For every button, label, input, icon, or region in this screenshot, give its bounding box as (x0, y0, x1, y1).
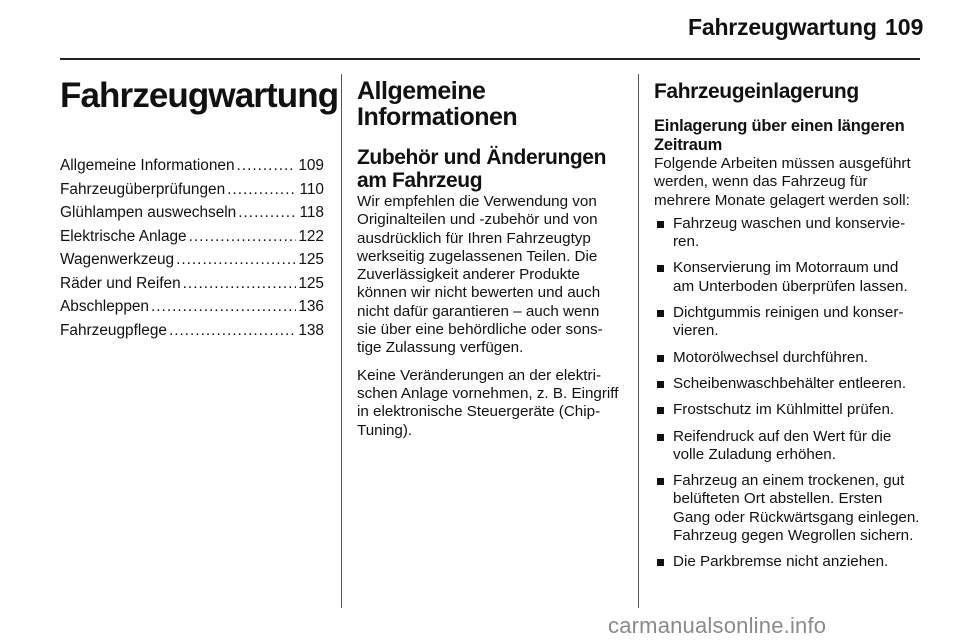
toc-entry[interactable] (60, 295, 324, 319)
section-heading: Fahrzeugeinlagerung (654, 80, 859, 103)
column-general-information (357, 72, 619, 440)
toc-entry-label: Abschleppen (60, 298, 149, 315)
toc-leader-dots (238, 201, 297, 225)
body-paragraph: Wir empfehlen die Verwendung von Originalteilen und -zubehör und von ausdrücklich für Ihren Fahrzeugtyp werkseitig zugelassenen Teilen. Die Zuverlässigkeit anderer Produkte können wir nicht bewerten und auch nicht dafür garantieren – auch wenn sie über eine behördliche oder sonstige Zulassung verfügen. (357, 193, 603, 357)
checklist-item: Die Parkbremse nicht anziehen. (654, 553, 922, 571)
toc-leader-dots (189, 225, 297, 249)
subsection-heading: Einlagerung über einen längeren Zeitraum (654, 117, 905, 154)
toc-entry-label: Allgemeine Informationen (60, 157, 235, 174)
storage-checklist (654, 215, 922, 572)
checklist-item: Dichtgummis reinigen und konservieren. (654, 304, 922, 341)
column-divider-left (341, 74, 342, 608)
toc-entry-page: 118 (299, 204, 324, 221)
toc-entry[interactable] (60, 319, 324, 343)
section-heading: Allgemeine Informationen (357, 77, 518, 131)
toc-leader-dots (237, 154, 297, 178)
body-paragraph: Keine Veränderungen an der elektrischen Anlage vornehmen, z. B. Eingriff in elektronische Steuergeräte (Chip-Tuning). (357, 366, 619, 439)
toc-entry-label: Fahrzeugüberprüfungen (60, 180, 226, 198)
toc-entry-page: 138 (298, 321, 324, 339)
checklist-item: Konservierung im Motorraum und am Unterboden überprüfen lassen. (654, 259, 922, 296)
column-chapter-overview (60, 72, 339, 342)
toc-entry-label: Glühlampen auswechseln (60, 204, 237, 221)
toc-entry[interactable] (60, 272, 324, 296)
toc-entry[interactable] (60, 248, 324, 272)
subsection-heading: Zubehör und Änderungen am Fahrzeug (357, 146, 607, 192)
checklist-item: Fahrzeug waschen und konservieren. (654, 215, 922, 252)
intro-paragraph: Folgende Arbeiten müssen ausgeführt werden, wenn das Fahrzeug für mehrere Monate gelagert werden soll: (654, 155, 911, 209)
checklist-item: Frostschutz im Kühlmittel prüfen. (654, 401, 922, 419)
toc-entry[interactable] (60, 201, 324, 225)
toc-entry[interactable] (60, 225, 324, 249)
checklist-item: Motorölwechsel durchführen. (654, 349, 922, 367)
watermark-text: carmanualsonline.info (608, 613, 827, 638)
toc-entry[interactable] (60, 154, 324, 178)
checklist-item: Fahrzeug an einem trockenen, gut belüfteten Ort abstellen. Ersten Gang oder Rückwärtsgang einlegen. Fahrzeug gegen Wegrollen sichern. (654, 472, 922, 545)
toc-leader-dots (183, 272, 297, 296)
column-divider-right (638, 74, 639, 608)
checklist-item: Scheibenwaschbehälter entleeren. (654, 375, 922, 393)
toc-entry-page: 125 (298, 274, 324, 292)
checklist-item: Reifendruck auf den Wert für die volle Zuladung erhöhen. (654, 428, 922, 465)
toc-entry-page: 109 (298, 157, 324, 174)
toc-leader-dots (176, 248, 296, 272)
table-of-contents (60, 154, 324, 342)
toc-entry-label: Elektrische Anlage (60, 227, 187, 245)
running-header-title: Fahrzeugwartung (688, 14, 877, 40)
column-vehicle-storage (654, 72, 922, 580)
toc-leader-dots (151, 295, 296, 319)
toc-entry-page: 122 (298, 227, 324, 245)
toc-entry-label: Wagenwerkzeug (60, 251, 175, 268)
toc-leader-dots (227, 178, 297, 202)
toc-leader-dots (169, 319, 296, 343)
chapter-title: Fahrzeugwartung (60, 76, 339, 115)
toc-entry-page: 136 (298, 298, 324, 315)
toc-entry-label: Fahrzeugpflege (60, 321, 167, 339)
toc-entry[interactable] (60, 178, 324, 202)
toc-entry-page: 125 (298, 251, 324, 268)
header-divider (60, 58, 920, 60)
toc-entry-page: 110 (299, 180, 324, 198)
toc-entry-label: Räder und Reifen (60, 274, 181, 292)
page-number: 109 (885, 14, 924, 40)
